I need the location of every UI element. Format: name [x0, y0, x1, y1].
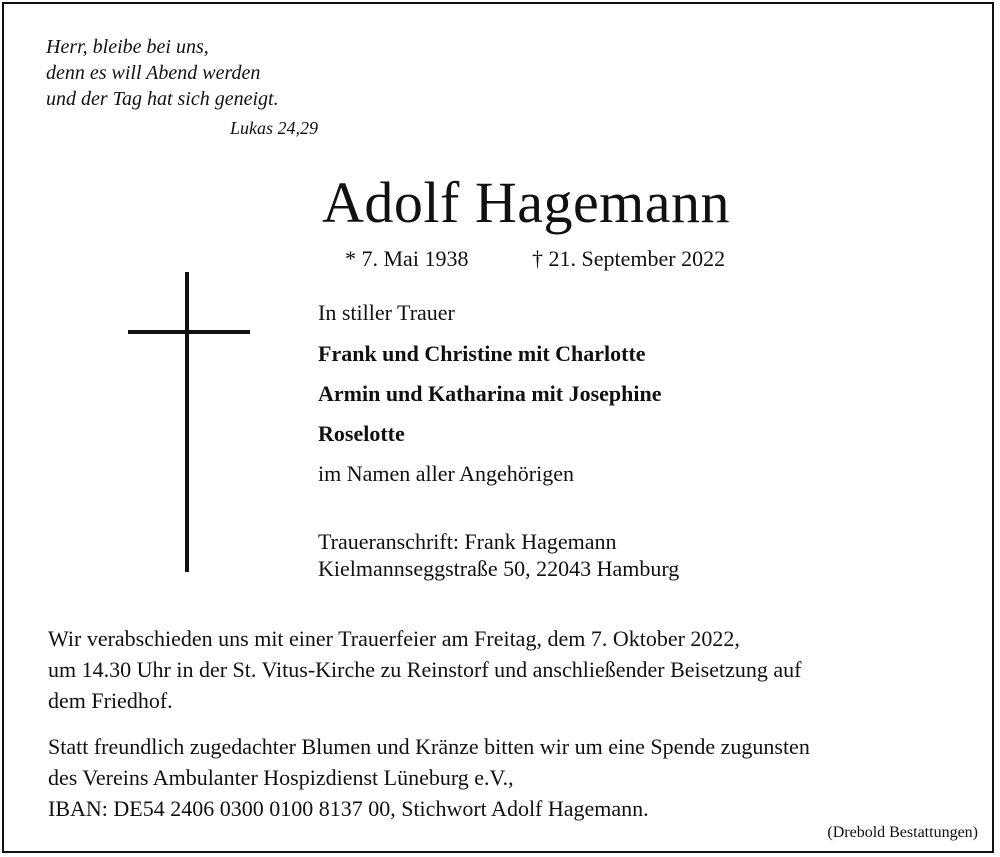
service-line: um 14.30 Uhr in der St. Vitus-Kirche zu Reinstorf und anschließender Beisetzung auf: [48, 657, 802, 682]
latin-cross-icon: [128, 272, 250, 572]
mourner-family: Frank und Christine mit Charlotte: [318, 341, 646, 366]
verse-reference: Lukas 24,29: [230, 118, 319, 138]
verse-line: und der Tag hat sich geneigt.: [46, 88, 279, 110]
obituary-frame: [2, 2, 994, 853]
on-behalf-line: im Namen aller Angehörigen: [318, 461, 574, 486]
mourning-address: [318, 528, 679, 582]
donation-request: [48, 731, 810, 824]
mourner-family: Armin und Katharina mit Josephine: [318, 381, 662, 406]
donation-line: Statt freundlich zugedachter Blumen und Kränze bitten wir um eine Spende zugunsten: [48, 734, 810, 759]
service-line: dem Friedhof.: [48, 688, 173, 713]
verse-line: denn es will Abend werden: [46, 62, 261, 84]
donation-line: IBAN: DE54 2406 0300 0100 8137 00, Stichwort Adolf Hagemann.: [48, 796, 649, 821]
verse-line: Herr, bleibe bei uns,: [46, 36, 209, 58]
service-announcement: [48, 623, 801, 716]
address-line: Traueranschrift: Frank Hagemann: [318, 529, 617, 554]
address-line: Kielmannseggstraße 50, 22043 Hamburg: [318, 556, 680, 581]
donation-line: des Vereins Ambulanter Hospizdienst Lüneburg e.V.,: [48, 765, 514, 790]
mourning-intro: In stiller Trauer: [318, 300, 455, 325]
death-date: † 21. September 2022: [532, 246, 726, 271]
cross-vertical-bar: [185, 272, 189, 572]
birth-date: * 7. Mai 1938: [345, 246, 469, 271]
cross-horizontal-bar: [128, 330, 250, 334]
bible-verse: [46, 34, 279, 112]
mourner-family: Roselotte: [318, 421, 405, 446]
service-line: Wir verabschieden uns mit einer Trauerfeier am Freitag, dem 7. Oktober 2022,: [48, 626, 740, 651]
deceased-name: Adolf Hagemann: [322, 170, 731, 235]
undertaker-credit: (Drebold Bestattungen): [827, 824, 978, 841]
